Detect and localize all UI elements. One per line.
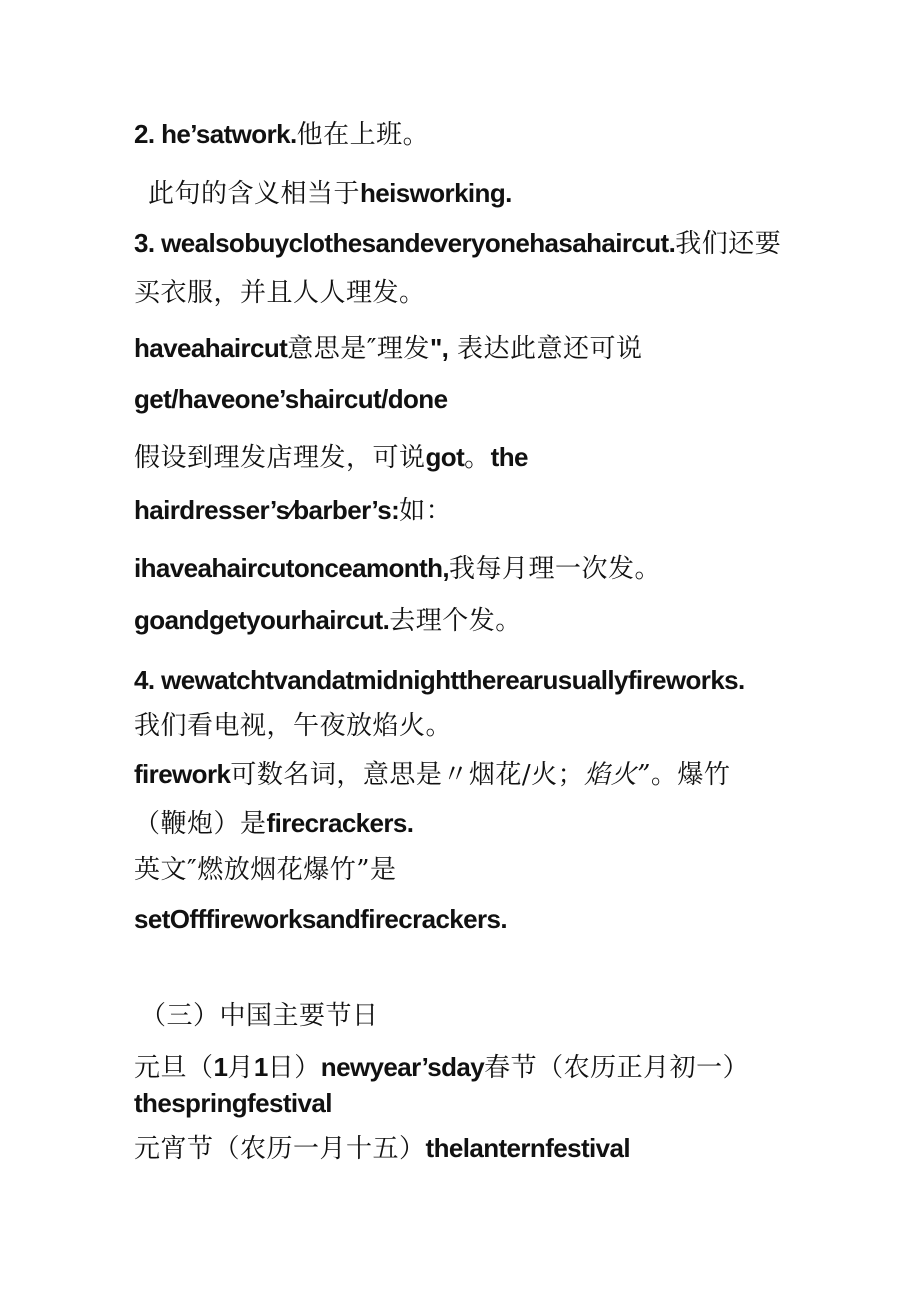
text-span: goandgetyourhaircut. bbox=[134, 605, 390, 635]
text-span: firework bbox=[134, 759, 231, 789]
text-line bbox=[134, 551, 661, 586]
text-span: haveahaircut bbox=[134, 333, 288, 363]
text-span: 买衣服，并且人人理发。 bbox=[134, 278, 426, 308]
text-line bbox=[134, 117, 429, 152]
text-span: heisworking. bbox=[360, 178, 512, 208]
text-span: 。 bbox=[464, 443, 491, 473]
text-span: （三）中国主要节日 bbox=[140, 1001, 379, 1031]
text-span: 元旦（ bbox=[134, 1053, 214, 1083]
text-span: 此句的含义相当于 bbox=[148, 179, 361, 209]
text-span: setOfffireworksandfirecrackers. bbox=[134, 904, 508, 934]
text-line bbox=[134, 226, 781, 261]
text-span: 表达此意还可说 bbox=[448, 334, 643, 364]
text-line bbox=[134, 757, 730, 792]
text-span: 。爆竹 bbox=[650, 760, 731, 790]
text-span: 假设到理发店理发，可说 bbox=[134, 443, 426, 473]
text-span: 如： bbox=[399, 496, 453, 526]
text-line bbox=[134, 902, 507, 937]
text-line bbox=[134, 276, 426, 310]
text-span: firecrackers. bbox=[266, 808, 414, 838]
text-line bbox=[134, 440, 528, 475]
text-span: 2. he’satwork. bbox=[134, 119, 297, 149]
text-span: 1 bbox=[213, 1052, 228, 1082]
text-span: get/haveone’shaircut/done bbox=[134, 384, 448, 414]
text-span: 春节（农历正月初一） bbox=[484, 1053, 750, 1083]
text-span: hairdresser’s∕barber’s: bbox=[134, 495, 400, 525]
text-span: 可数名词，意思是〃烟花/火； bbox=[230, 760, 585, 790]
text-span: 焰火” bbox=[584, 760, 651, 790]
text-line bbox=[134, 603, 522, 638]
text-span: 去理个发。 bbox=[389, 606, 522, 636]
text-span: 日） bbox=[267, 1053, 321, 1083]
text-line bbox=[140, 999, 379, 1033]
text-span: 月 bbox=[227, 1053, 254, 1083]
text-line bbox=[134, 1086, 332, 1121]
text-span: thespringfestival bbox=[134, 1088, 332, 1118]
text-span: ", bbox=[429, 333, 449, 363]
text-span: 4. wewatchtvandatmidnighttherearusuallyfireworks. bbox=[134, 665, 745, 695]
text-line bbox=[134, 709, 452, 743]
text-span: 我们还要 bbox=[675, 229, 782, 259]
text-span: 元宵节（农历一月十五） bbox=[134, 1134, 426, 1164]
text-span: thelanternfestival bbox=[425, 1133, 631, 1163]
text-span: 他在上班。 bbox=[296, 120, 430, 150]
text-span: the bbox=[490, 442, 528, 472]
text-span: 我每月理一次发。 bbox=[449, 554, 662, 584]
text-line bbox=[134, 493, 452, 528]
text-span: ihaveahaircutonceamonth, bbox=[134, 553, 450, 583]
text-span: got bbox=[425, 442, 465, 472]
text-line bbox=[148, 176, 512, 211]
text-line bbox=[134, 331, 643, 366]
text-line bbox=[134, 806, 413, 841]
text-span: 1 bbox=[253, 1052, 268, 1082]
text-line bbox=[134, 1131, 630, 1166]
text-span: 英文″燃放烟花爆竹”是 bbox=[134, 855, 397, 885]
text-line bbox=[134, 853, 397, 887]
text-line bbox=[134, 663, 745, 698]
text-span: newyear’sday bbox=[320, 1052, 485, 1082]
text-span: 意思是″理发 bbox=[287, 334, 430, 364]
text-line bbox=[134, 382, 447, 417]
text-span: 我们看电视，午夜放焰火。 bbox=[134, 711, 453, 741]
text-span: （鞭炮）是 bbox=[134, 809, 267, 839]
text-span: 3. wealsobuyclothesandeveryonehasahaircut. bbox=[134, 228, 676, 258]
text-line bbox=[134, 1050, 749, 1085]
